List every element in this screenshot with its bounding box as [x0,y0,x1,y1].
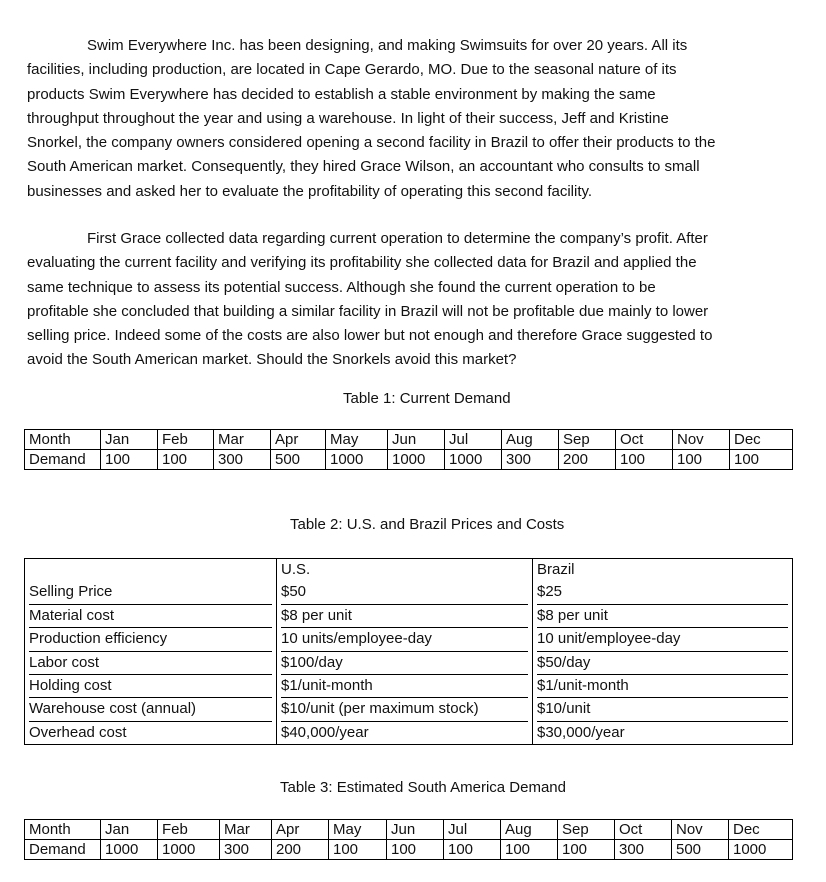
us-column [277,559,533,745]
brazil-overhead-cost: $30,000/year [537,723,625,741]
brazil-column [533,559,793,745]
demand-cell: 100 [101,450,158,470]
demand-cell: 100 [616,450,673,470]
demand-cell: 300 [502,450,559,470]
table-row [25,840,793,860]
month-cell: Nov [673,430,730,450]
demand-cell: 1000 [326,450,388,470]
table3-caption: Table 3: Estimated South America Demand [280,779,566,796]
brazil-warehouse-cost: $10/unit [537,698,788,721]
row-label-production-efficiency: Production efficiency [29,628,272,651]
demand-cell: 100 [558,840,615,860]
month-cell: Jul [445,430,502,450]
demand-cell: 500 [271,450,326,470]
row-label-selling-price: Selling Price [29,581,272,604]
table-row [25,430,793,450]
us-header: U.S. [281,561,311,578]
demand-cell: 100 [673,450,730,470]
table-row [25,450,793,470]
month-cell: Mar [220,820,272,840]
paragraph-1: Swim Everywhere Inc. has been designing, and making Swimsuits for over 20 years. All its facilities, including production, are located in Cape Gerardo, MO. Due to the seasonal nature of its products Swim Everywhere has decided to establish a stable environment by making the same throughput throughout the year and using a warehouse. In light of their success, Jeff and Kristine Snorkel, the company owners considered opening a second facility in Brazil to offer their products to the South American market. Consequently, they hired Grace Wilson, an accountant who consults to small businesses and asked her to evaluate the profitability of operating this second facility. [27,37,716,200]
month-cell: Apr [272,820,329,840]
us-overhead-cost: $40,000/year [281,723,369,741]
us-production-efficiency: 10 units/employee-day [281,628,528,651]
month-cell: Jan [101,820,158,840]
brazil-production-efficiency: 10 unit/employee-day [537,628,788,651]
month-cell: Dec [729,820,793,840]
table-row [25,559,793,745]
month-cell: Jul [444,820,501,840]
brazil-header: Brazil [537,561,575,578]
month-cell: Sep [558,820,615,840]
us-selling-price: $50 [281,581,528,604]
demand-cell: 300 [214,450,271,470]
month-cell: Oct [615,820,672,840]
month-cell: Apr [271,430,326,450]
demand-cell: 1000 [158,840,220,860]
labels-column [25,559,277,745]
month-cell: Dec [730,430,793,450]
table1-caption: Table 1: Current Demand [343,390,511,407]
row-label-labor-cost: Labor cost [29,652,272,675]
demand-cell: 100 [444,840,501,860]
south-america-demand-table [24,819,793,860]
demand-cell: 500 [672,840,729,860]
us-warehouse-cost: $10/unit (per maximum stock) [281,698,528,721]
demand-cell: 100 [387,840,444,860]
demand-cell: 1000 [729,840,793,860]
row-label: Month [25,430,101,450]
row-label: Month [25,820,101,840]
row-label: Demand [25,450,101,470]
month-cell: Sep [559,430,616,450]
month-cell: May [326,430,388,450]
month-cell: Jun [388,430,445,450]
demand-cell: 200 [272,840,329,860]
demand-cell: 1000 [388,450,445,470]
demand-cell: 300 [220,840,272,860]
demand-cell: 100 [158,450,214,470]
brazil-selling-price: $25 [537,581,788,604]
prices-costs-table [24,558,793,745]
row-label-warehouse-cost: Warehouse cost (annual) [29,698,272,721]
month-cell: Mar [214,430,271,450]
demand-cell: 100 [501,840,558,860]
month-cell: Aug [501,820,558,840]
demand-cell: 200 [559,450,616,470]
month-cell: Nov [672,820,729,840]
header-spacer [29,559,272,581]
row-label-overhead-cost: Overhead cost [29,723,127,741]
month-cell: Oct [616,430,673,450]
demand-cell: 300 [615,840,672,860]
us-labor-cost: $100/day [281,652,528,675]
demand-cell: 100 [329,840,387,860]
paragraph-2: First Grace collected data regarding current operation to determine the company’s profit. After evaluating the current facility and verifying its profitability she collected data for Brazil and applied the same technique to assess its potential success. Although she found the current operation to be profitable she concluded that building a similar facility in Brazil will not be profitable due mainly to lower selling price. Indeed some of the costs are also lower but not enough and therefore Grace suggested to avoid the South American market. Should the Snorkels avoid this market? [27,230,713,369]
demand-cell: 1000 [101,840,158,860]
row-label-material-cost: Material cost [29,605,272,628]
demand-cell: 1000 [445,450,502,470]
row-label: Demand [25,840,101,860]
month-cell: Feb [158,430,214,450]
brazil-labor-cost: $50/day [537,652,788,675]
month-cell: Jun [387,820,444,840]
month-cell: Jan [101,430,158,450]
current-demand-table [24,429,793,470]
table2-caption: Table 2: U.S. and Brazil Prices and Costs [290,516,565,533]
brazil-holding-cost: $1/unit-month [537,675,788,698]
demand-cell: 100 [730,450,793,470]
month-cell: Aug [502,430,559,450]
month-cell: May [329,820,387,840]
us-material-cost: $8 per unit [281,605,528,628]
brazil-material-cost: $8 per unit [537,605,788,628]
us-holding-cost: $1/unit-month [281,675,528,698]
table-row [25,820,793,840]
month-cell: Feb [158,820,220,840]
row-label-holding-cost: Holding cost [29,675,272,698]
